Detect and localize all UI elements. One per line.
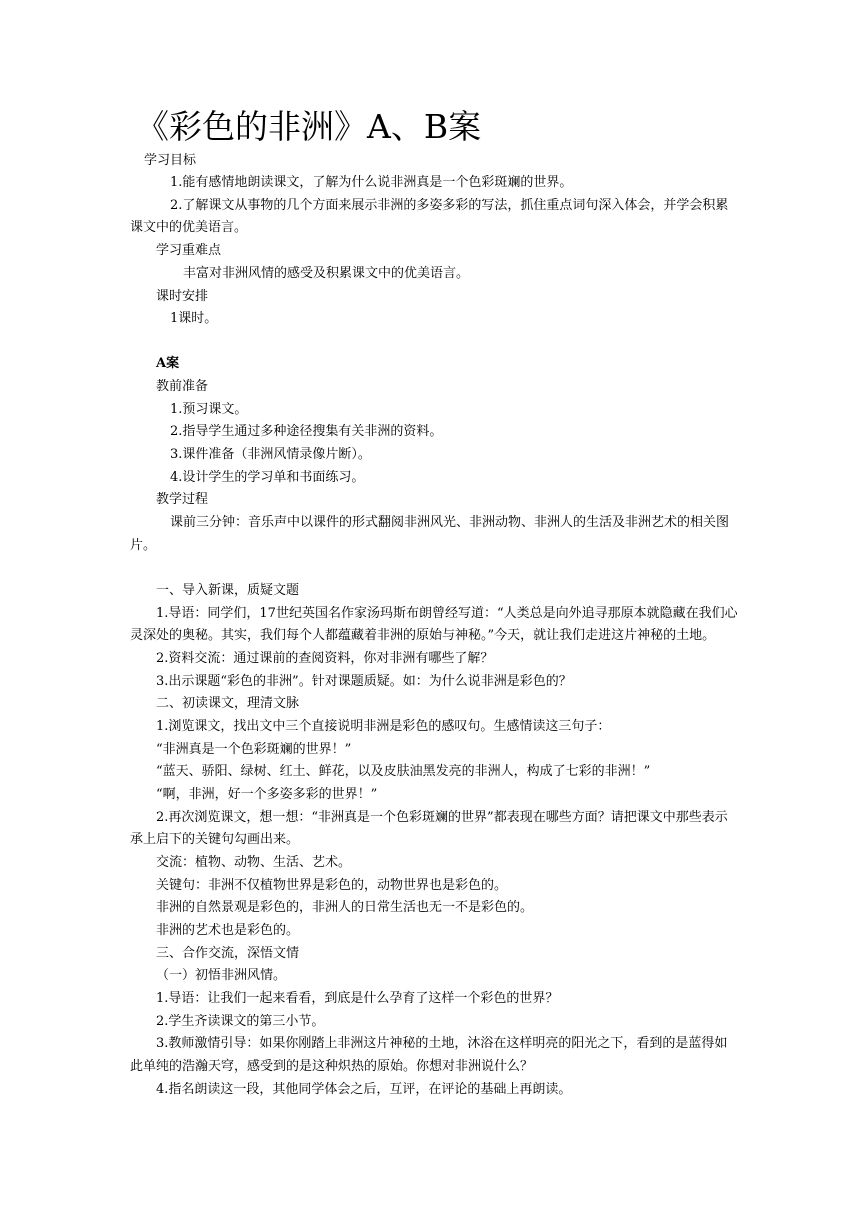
paragraph-line: 3.出示课题“彩色的非洲”。针对课题质疑。如：为什么说非洲是彩色的？	[156, 674, 572, 689]
section-heading-schedule: 课时安排	[156, 289, 209, 304]
quote-line: “非洲真是一个色彩斑斓的世界！”	[156, 742, 352, 757]
paragraph-line: 此单纯的浩瀚天穹，感受到的是这种炽热的原始。你想对非洲说什么？	[130, 1059, 534, 1074]
section-heading-part-2: 二、初读课文，理清文脉	[156, 696, 300, 711]
paragraph-line: 2.指导学生通过多种途径搜集有关非洲的资料。	[170, 424, 443, 439]
paragraph-line: 非洲的艺术也是彩色的。	[156, 923, 300, 938]
section-heading-key-points: 学习重难点	[156, 243, 222, 258]
paragraph-line: 1.能有感情地朗读课文，了解为什么说非洲真是一个色彩斑斓的世界。	[170, 175, 573, 190]
paragraph-line: 1.预习课文。	[170, 402, 248, 417]
paragraph-line: 4.设计学生的学习单和书面练习。	[170, 470, 365, 485]
plan-a-heading: A案	[156, 356, 180, 371]
paragraph-line: 承上启下的关键句勾画出来。	[130, 832, 300, 847]
quote-line: “啊，非洲，好一个多姿多彩的世界！”	[156, 787, 378, 802]
section-heading-objectives: 学习目标	[144, 153, 197, 168]
paragraph-line: 3.课件准备（非洲风情录像片断）。	[170, 447, 371, 462]
paragraph-line: 1.浏览课文，找出文中三个直接说明非洲是彩色的感叹句。生感情读这三句子：	[156, 719, 611, 734]
paragraph-line: 灵深处的奥秘。其实，我们每个人都蕴藏着非洲的原始与神秘。”今天，就让我们走进这片神秘的土地。	[130, 628, 716, 643]
section-heading-part-1: 一、导入新课，质疑文题	[156, 583, 300, 598]
document-title: 《彩色的非洲》A、B案	[136, 107, 482, 146]
section-heading-part-3: 三、合作交流，深悟文情	[156, 946, 300, 961]
paragraph-line: 3.教师激情引导：如果你刚踏上非洲这片神秘的土地，沐浴在这样明亮的阳光之下，看到的是蓝得如	[156, 1036, 728, 1051]
paragraph-line: 片。	[130, 538, 157, 553]
paragraph-line: 2.了解课文从事物的几个方面来展示非洲的多姿多彩的写法，抓住重点词句深入体会，并学会积累	[170, 198, 729, 213]
paragraph-line: 关键句：非洲不仅植物世界是彩色的，动物世界也是彩色的。	[156, 878, 508, 893]
paragraph-line: 2.学生齐读课文的第三小节。	[156, 1014, 325, 1029]
section-heading-preparation: 教前准备	[156, 379, 209, 394]
paragraph-line: 1.导语：同学们，17世纪英国名作家汤玛斯布朗曾经写道：“人类总是向外追寻那原本就隐藏在我们心	[156, 606, 738, 621]
subsection-heading: （一）初悟非洲风情。	[156, 968, 287, 983]
paragraph-line: 2.资料交流：通过课前的查阅资料，你对非洲有哪些了解？	[156, 651, 494, 666]
paragraph-line: 交流：植物、动物、生活、艺术。	[156, 855, 352, 870]
paragraph-line: 4.指名朗读这一段，其他同学体会之后，互评，在评论的基础上再朗读。	[156, 1082, 572, 1097]
paragraph-line: 非洲的自然景观是彩色的，非洲人的日常生活也无一不是彩色的。	[156, 900, 534, 915]
paragraph-line: 2.再次浏览课文，想一想：“非洲真是一个色彩斑斓的世界”都表现在哪些方面？请把课文中那些表示	[156, 810, 728, 825]
quote-line: “蓝天、骄阳、绿树、红土、鲜花，以及皮肤油黑发亮的非洲人，构成了七彩的非洲！”	[156, 764, 651, 779]
paragraph-line: 1.导语：让我们一起来看看，到底是什么孕育了这样一个彩色的世界？	[156, 991, 559, 1006]
paragraph-line: 丰富对非洲风情的感受及积累课文中的优美语言。	[183, 266, 470, 281]
section-heading-process: 教学过程	[156, 492, 209, 507]
paragraph-line: 课前三分钟：音乐声中以课件的形式翻阅非洲风光、非洲动物、非洲人的生活及非洲艺术的相关图	[170, 515, 730, 530]
paragraph-line: 1课时。	[170, 311, 218, 326]
paragraph-line: 课文中的优美语言。	[130, 220, 248, 235]
